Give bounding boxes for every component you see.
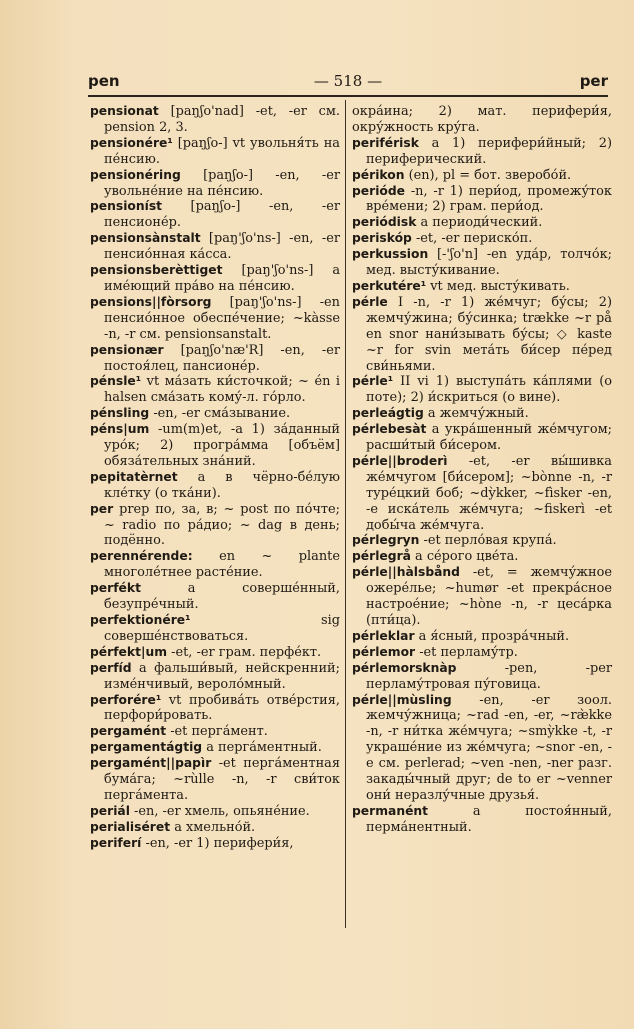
dictionary-entry: periódisk a периоди́ческий. — [352, 215, 543, 231]
dictionary-entry: permanént a постоя́нный, перма́нентный. — [352, 803, 612, 835]
dictionary-entry: péns|um -um(m)et, -a 1) за́данный уро́к; 2) програ́мма [объём] обяза́тельных зна́ний. — [90, 422, 340, 469]
dictionary-entry: periferí -en, -er 1) перифери́я, — [90, 835, 294, 851]
column-divider — [345, 100, 346, 928]
dictionary-entry: pergamént||papìr -et перга́ментная бума́га; ~rùlle -n, -r сви́ток перга́мента. — [90, 756, 340, 803]
dictionary-entry: périkon (en), pl = бот. зверобо́й. — [352, 167, 572, 183]
dictionary-entry: perfékt a соверше́нный, безупре́чный. — [90, 581, 340, 613]
dictionary-entry: pepitatèrnet a в чёрно-бе́лую кле́тку (о тка́ни). — [90, 469, 340, 501]
dictionary-entry: pensionsberèttiget [paŋ'ʃo'ns-] a име́ющий пра́во на пе́нсию. — [90, 263, 340, 294]
dictionary-entry: perialiséret a хмельно́й. — [90, 819, 256, 835]
dictionary-entry: pérfekt|um -et, -er грам. перфе́кт. — [90, 644, 322, 660]
dictionary-entry: periférisk a 1) перифери́йный; 2) периферический. — [352, 135, 612, 167]
dictionary-entry: pensioníst [paŋʃo-] -en, -er пенсионе́р. — [90, 199, 340, 231]
dictionary-entry: periál -en, -er хмель, опьяне́ние. — [90, 803, 310, 819]
header-rule — [88, 95, 608, 97]
dictionary-entry: pérlemorsknàp -pen, -per перламу́тровая пу́говица. — [352, 660, 612, 692]
header-left-guide-word: pen — [88, 72, 120, 90]
dictionary-entry: pérlemor -et перламу́тр. — [352, 644, 518, 660]
dictionary-entry: perforére¹ vt пробива́ть отве́рстия, перфори́ровать. — [90, 692, 340, 724]
dictionary-entry: perkussion [-'ʃo'n] -en уда́р, толчо́к; мед. высту́кивание. — [352, 247, 612, 279]
dictionary-entry: pérle I -n, -r 1) же́мчуг; бу́сы; 2) жемчу́жина; бу́синка; trække ~r på en snor нани́зывать бу́сы; ◇ kaste ~r for svin мета́ть би́сер пе́ред сви́ньями. — [352, 294, 612, 374]
left-column — [90, 104, 340, 852]
dictionary-entry: pergamént -et перга́мент. — [90, 724, 268, 740]
dictionary-entry: per prep по, за, в; ~ post по по́чте; ~ radio по ра́дио; ~ dag в день; подённо. — [90, 501, 340, 549]
page-number: — 518 — — [313, 72, 383, 90]
right-column — [352, 104, 612, 836]
dictionary-entry: pensions||fòrsorg [paŋ'ʃo'ns-] -en пенсио́нное обеспе́чение; ~kàsse -n, -r см. pensionsanstalt. — [90, 294, 340, 342]
dictionary-entry: perkutére¹ vt мед. высту́кивать. — [352, 278, 570, 294]
dictionary-entry-continuation: окра́ина; 2) мат. перифери́я, окру́жность кру́га. — [352, 104, 612, 135]
dictionary-entry: pensionére¹ [paŋʃo-] vt увольня́ть на пе́нсию. — [90, 135, 340, 167]
dictionary-entry: pensionsànstalt [paŋ'ʃo'ns-] -en, -er пенсио́нная ка́сса. — [90, 231, 340, 263]
dictionary-entry: pérle||mùsling -en, -er зоол. жемчу́жница; ~rad -en, -er, ~ræ̀kke -n, -r ни́тка же́мчуга; ~smỳkke -t, -r украше́ние из же́мчуга; ~snor -en, -e см. perlerad; ~ven -nen, -ner разг. закады́чный друг; de to er ~venner они́ неразлу́чные друзья́. — [352, 692, 612, 803]
dictionary-entry: pénsle¹ vt ма́зать ки́сточкой; ~ én i halsen сма́зать кому́-л. го́рло. — [90, 374, 340, 406]
dictionary-entry: pérleklar a я́сный, прозра́чный. — [352, 628, 570, 644]
header-right-guide-word: per — [579, 72, 608, 90]
dictionary-entry: perióde -n, -r 1) пери́од, промежу́ток вре́мени; 2) грам. пери́од. — [352, 183, 612, 215]
dictionary-entry: periskóp -et, -er периско́п. — [352, 231, 533, 247]
dictionary-entry: pérle||hàlsbånd -et, = жемчу́жное ожере́лье; ~humør -et прекра́сное настрое́ние; ~hòne -n, -r цеса́рка (пти́ца). — [352, 565, 612, 628]
dictionary-entry: pérlebesàt a укра́шенный же́мчугом; расши́тый би́сером. — [352, 422, 612, 454]
dictionary-entry: pérlegryn -et перло́вая крупа́. — [352, 533, 557, 549]
dictionary-entry: pensionær [paŋʃo'næ'R] -en, -er постоя́лец, пансионе́р. — [90, 342, 340, 374]
dictionary-entry: pensionat [paŋʃo'nad] -et, -er см. pension 2, 3. — [90, 104, 340, 135]
dictionary-entry: pérle||broderì -et, -er вы́шивка же́мчугом [би́сером]; ~bònne -n, -r туре́цкий боб; ~dỳkker, ~fìsker -en, -e иска́тель же́мчуга; ~fiskerì -et добы́ча же́мчуга. — [352, 453, 612, 533]
dictionary-entry: pérle¹ II vi 1) выступа́ть ка́плями (о поте); 2) и́скриться (о вине). — [352, 374, 612, 406]
dictionary-entry: pensionéring [paŋʃo-] -en, -er увольне́ние на пе́нсию. — [90, 167, 340, 199]
dictionary-entry: perennérende: en ~ plante многоле́тнее расте́ние. — [90, 549, 340, 581]
dictionary-entry: pérlegrå a се́рого цве́та. — [352, 549, 519, 565]
dictionary-entry: perleágtig a жемчу́жный. — [352, 406, 529, 422]
page-header — [88, 72, 608, 94]
dictionary-entry: perfektionére¹ sig соверше́нствоваться. — [90, 613, 340, 644]
dictionary-entry: pergamentágtig a перга́ментный. — [90, 740, 322, 756]
dictionary-entry: perfíd a фальши́вый, нейскренний; изме́нчивый, вероло́мный. — [90, 660, 340, 692]
dictionary-entry: pénsling -en, -er сма́зывание. — [90, 406, 291, 422]
